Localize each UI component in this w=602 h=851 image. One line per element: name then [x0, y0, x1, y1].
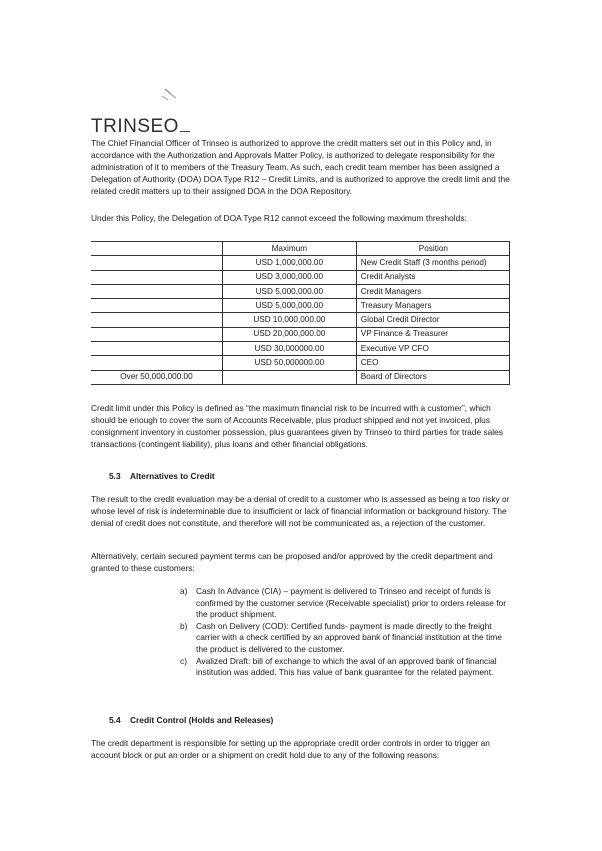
threshold-cell [91, 299, 222, 313]
section-5-4-number: 5.4 [109, 715, 121, 725]
maximum-cell [222, 370, 356, 384]
position-cell: Executive VP CFO [356, 342, 509, 356]
maximum-cell: USD 10,000,000.00 [222, 313, 356, 327]
maximum-cell: USD 1,000,000.00 [222, 256, 356, 270]
threshold-cell [91, 284, 222, 298]
credit-limit-definition: Credit limit under this Policy is defined as “the maximum financial risk to be incurred with a customer”, which should be enough to cover the sum of Accounts Receivable, plus product shipped and not yet invoiced, plus consignment inventory in customer possession, plus guarantees given by Trinseo to third parties for trade sales transactions (contingent liability), plus loans and other financial obligations. [91, 403, 503, 449]
section-5-3-paragraph-2: Alternatively, certain secured payment terms can be proposed and/or approved by the credit department and granted to these customers: [91, 551, 493, 573]
table-row [91, 313, 510, 327]
list-item-text: Cash In Advance (CIA) – payment is delivered to Trinseo and receipt of funds is confirmed by the customer service (Receivable specialist) prior to orders release for the product shipment. [196, 586, 506, 620]
table-row [91, 342, 510, 356]
table-row [91, 299, 510, 313]
threshold-cell [91, 313, 222, 327]
section-5-3-number: 5.3 [109, 471, 121, 481]
threshold-cell: Over 50,000,000.00 [91, 370, 222, 384]
maximum-cell: USD 50,000000.00 [222, 356, 356, 370]
threshold-cell [91, 256, 222, 270]
maximum-cell: USD 5,000,000.00 [222, 299, 356, 313]
table-row [91, 270, 510, 284]
logo-underline [180, 131, 190, 132]
position-cell: CEO [356, 356, 509, 370]
column-header: Position [356, 242, 509, 256]
payment-alternatives-list [180, 586, 510, 679]
thresholds-intro: Under this Policy, the Delegation of DOA Type R12 cannot exceed the following maximum thresholds: [91, 213, 467, 223]
column-header: Maximum [222, 242, 356, 256]
section-5-3-paragraph-1: The result to the credit evaluation may be a denial of credit to a customer who is assessed as being a too risky or whose level of risk is indeterminable due to insufficient or lack of financial information or background history. The denial of credit does not constitute, and therefore will not be communicated as, a rejection of the customer. [91, 494, 510, 528]
list-item-text: Cash on Delivery (COD): Certified funds- payment is made directly to the freight carrier with a check certified by an approved bank of financial institution at the time the product is delivered to the customer. [196, 620, 502, 654]
doa-threshold-table [91, 241, 510, 385]
intro-paragraph: The Chief Financial Officer of Trinseo is authorized to approve the credit matters set out in this Policy and, in accordance with the Authorization and Approvals Matter Policy, is authorized to delegate responsibility for the administration of it to members of the Treasury Team. As such, each credit team member has been assigned a Delegation of Authority (DOA) DOA Type R12 – Credit Limits, and is authorized to approve the credit limit and the related credit matters up to their assigned DOA in the DOA Repository. [91, 138, 510, 196]
list-item [180, 656, 510, 679]
position-cell: Credit Managers [356, 284, 509, 298]
section-5-4-title: Credit Control (Holds and Releases) [130, 715, 274, 725]
table-row [91, 370, 510, 384]
threshold-cell [91, 327, 222, 341]
table-row [91, 284, 510, 298]
list-item-text: Avalized Draft: bill of exchange to which the aval of an approved bank of financial institution was added. This has value of bank guarantee for the related payment. [196, 655, 497, 678]
column-header [91, 242, 222, 256]
list-marker: a) [180, 586, 188, 596]
position-cell: Treasury Managers [356, 299, 509, 313]
trinseo-logo-mark-icon [159, 86, 181, 108]
maximum-cell: USD 5,000,000.00 [222, 284, 356, 298]
maximum-cell: USD 3,000,000.00 [222, 270, 356, 284]
section-5-4-paragraph-1: The credit department is responsible for setting up the appropriate credit order controls in order to trigger an account block or put an order or a shipment on credit hold due to any of the following reasons: [91, 738, 490, 760]
list-marker: c) [180, 655, 187, 666]
position-cell: Global Credit Director [356, 313, 509, 327]
threshold-cell [91, 270, 222, 284]
position-cell: Board of Directors [356, 370, 509, 384]
section-5-3-title: Alternatives to Credit [130, 471, 215, 481]
table-row [91, 256, 510, 270]
maximum-cell: USD 20,000,000.00 [222, 327, 356, 341]
company-logo: TRINSEO [91, 116, 179, 137]
position-cell: New Credit Staff (3 months period) [356, 256, 509, 270]
table-row [91, 327, 510, 341]
table-row [91, 356, 510, 370]
maximum-cell: USD 30,000000.00 [222, 342, 356, 356]
list-item [180, 586, 510, 621]
table-header-row [91, 242, 510, 256]
threshold-cell [91, 342, 222, 356]
position-cell: VP Finance & Treasurer [356, 327, 509, 341]
list-marker: b) [180, 620, 188, 631]
threshold-cell [91, 356, 222, 370]
list-item [180, 621, 510, 656]
position-cell: Credit Analysts [356, 270, 509, 284]
